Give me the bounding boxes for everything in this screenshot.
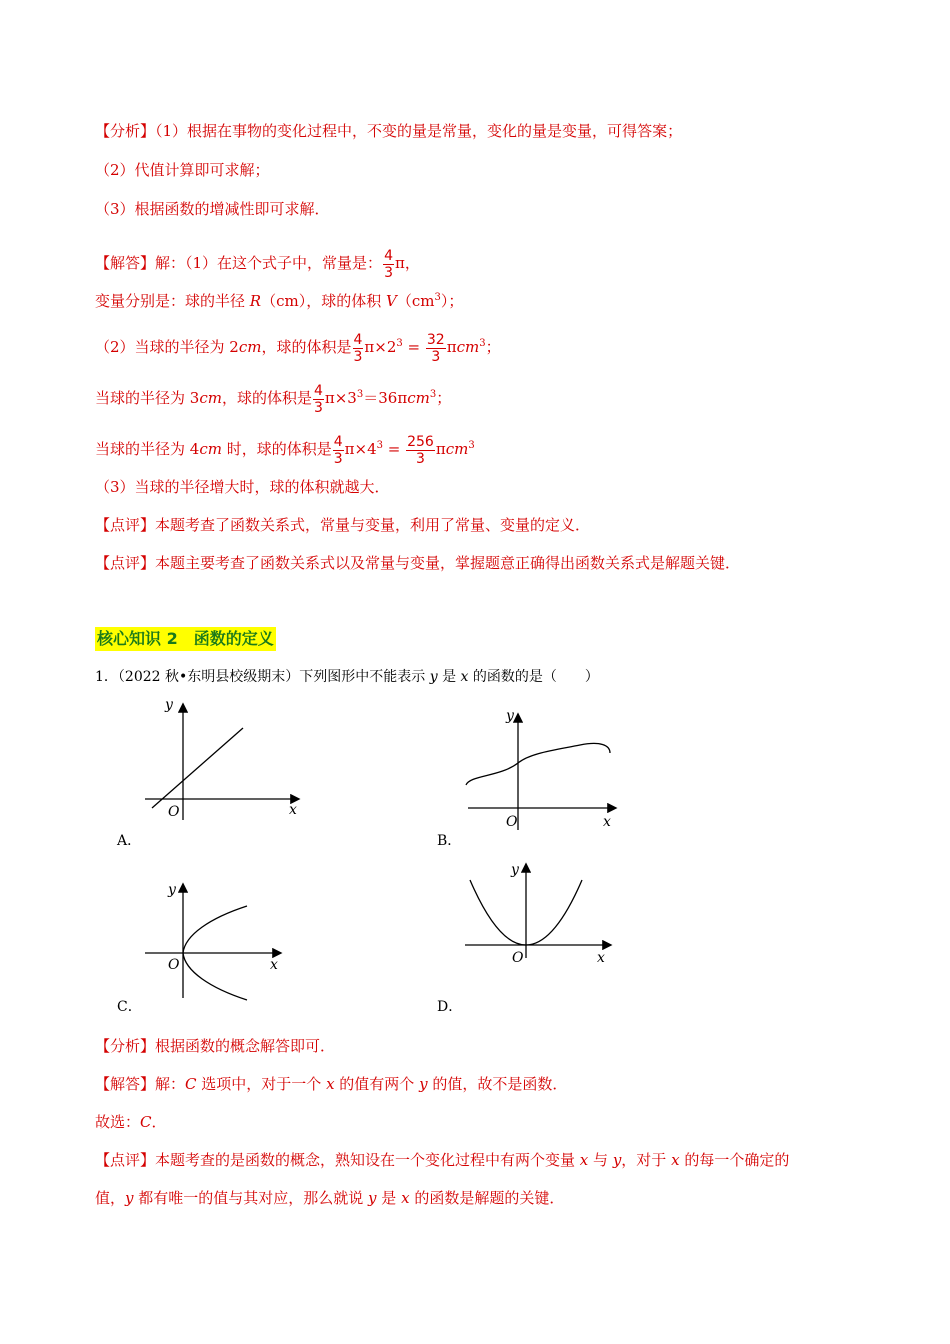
solution-tag: 【解答】 xyxy=(95,254,156,272)
graph-c-origin: O xyxy=(168,957,180,973)
graph-b-origin: O xyxy=(506,814,518,830)
graph-a-x-label: x xyxy=(289,802,297,818)
graph-a-y-label: y xyxy=(165,697,173,713)
graph-c-y-label: y xyxy=(168,882,176,898)
analysis2-line: 【分析】根据函数的概念解答即可． xyxy=(95,1037,336,1055)
graph-b-y-label: y xyxy=(506,708,514,724)
graph-b xyxy=(460,705,630,830)
analysis-line-2: （2）代值计算即可求解； xyxy=(95,161,270,179)
option-c-label: C． xyxy=(117,999,142,1015)
analysis-line-3: （3）根据函数的增减性即可求解． xyxy=(95,200,330,218)
comment-line-2: 【点评】本题主要考查了函数关系式以及常量与变量，掌握题意正确得出函数关系式是解题关键． xyxy=(95,554,741,572)
graph-c xyxy=(140,880,290,1005)
solution-line-4: 当球的半径为 3cm，球的体积是 $\frac{4}{3}$ $\pi\times 3^3=36\pi cm^3$； xyxy=(95,382,452,416)
graph-d-origin: O xyxy=(512,950,524,966)
question-line: 1．（2022 秋•东明县校级期末）下列图形中不能表示 y 是 x 的函数的是（ ） xyxy=(95,669,599,685)
solution-line-1: 【解答】解：（1）在这个式子中，常量是： $\frac{4}{3}$ π， xyxy=(95,247,420,281)
solution-line-5: 当球的半径为 4cm 时，球的体积是 $\frac{4}{3}$ $\pi\times 4^3$ = $\frac{256}{3}$ πcm$^3$ xyxy=(95,433,475,467)
comment2-line-1: 【点评】本题考查的是函数的概念，熟知设在一个变化过程中有两个变量 x 与 y，对于 x 的每一个确定的 xyxy=(95,1151,790,1169)
graph-d xyxy=(460,860,620,960)
choice-line: 故选：C． xyxy=(95,1113,167,1131)
graph-d-y-label: y xyxy=(511,862,519,878)
analysis-text: （1）根据在事物的变化过程中，不变的量是常量，变化的量是变量，可得答案； xyxy=(155,122,683,140)
graph-c-x-label: x xyxy=(270,957,278,973)
fraction-4-3: $\frac{4}{3}$ xyxy=(384,247,393,281)
solution2-line: 【解答】解：C 选项中，对于一个 x 的值有两个 y 的值，故不是函数． xyxy=(95,1075,568,1093)
solution-line-6: （3）当球的半径增大时，球的体积就越大． xyxy=(95,478,390,496)
analysis-tag: 【分析】 xyxy=(95,122,156,140)
graph-a xyxy=(140,695,310,825)
solution-line-3: （2）当球的半径为 2cm，球的体积是 $\frac{4}{3}$ $\pi\times 2^3$ = $\frac{32}{3}$ πcm$^3$； xyxy=(95,331,501,365)
solution-line-2: 变量分别是：球的半径 R（cm），球的体积 $V(cm^3)$； xyxy=(95,292,464,310)
section-heading: 核心知识 2 函数的定义 xyxy=(95,627,276,651)
comment2-line-2: 值，y 都有唯一的值与其对应，那么就说 y 是 x 的函数是解题的关键． xyxy=(95,1189,565,1207)
comment-line-1: 【点评】本题考查了函数关系式，常量与变量，利用了常量、变量的定义． xyxy=(95,516,591,534)
option-d-label: D． xyxy=(437,999,463,1015)
option-b-label: B． xyxy=(437,833,462,849)
option-a-label: A． xyxy=(117,833,142,849)
graph-b-x-label: x xyxy=(603,814,611,830)
graph-a-origin: O xyxy=(168,804,180,820)
analysis-line-1 xyxy=(95,121,682,141)
graph-d-x-label: x xyxy=(597,950,605,966)
